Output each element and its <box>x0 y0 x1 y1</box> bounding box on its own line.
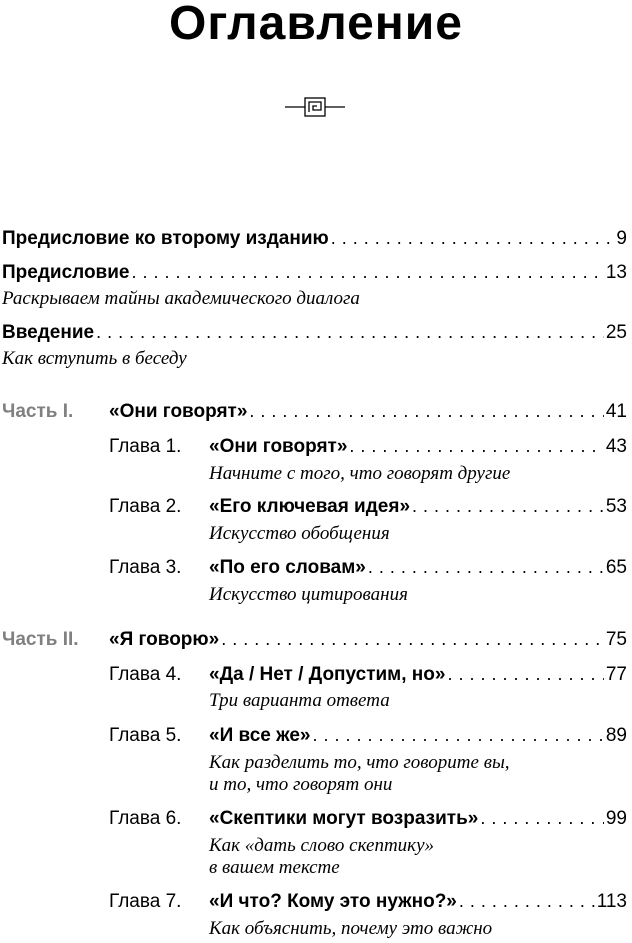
entry-page-number: 99 <box>605 808 627 829</box>
toc-entry-part-1[interactable] <box>109 401 627 423</box>
entry-page-number: 9 <box>616 228 627 249</box>
entry-title: Предисловие <box>2 262 130 283</box>
entry-subtitle: Искусство обобщения <box>209 523 390 544</box>
dot-leader <box>412 496 604 517</box>
entry-title: «По его словам» <box>209 557 366 578</box>
entry-title: Введение <box>2 322 95 343</box>
entry-subtitle-line-1: Как разделить то, что говорите вы, <box>209 752 510 773</box>
dot-leader <box>349 436 603 457</box>
dot-leader <box>312 725 603 746</box>
dot-leader <box>447 664 603 685</box>
dot-leader <box>480 808 604 829</box>
entry-page-number: 89 <box>605 725 627 746</box>
toc-entry-part-2[interactable] <box>109 629 627 651</box>
dot-leader <box>132 262 604 283</box>
entry-title: «Его ключевая идея» <box>209 496 411 517</box>
toc-entry-preface-second-edition[interactable] <box>2 228 627 250</box>
part-label: Часть II. <box>2 629 79 650</box>
dot-leader <box>459 891 595 912</box>
entry-page-number: 43 <box>605 436 627 457</box>
page-title: Оглавление <box>169 0 463 50</box>
entry-title: Предисловие ко второму изданию <box>2 228 329 249</box>
chapter-label: Глава 5. <box>109 725 182 746</box>
toc-entry-chapter-6[interactable] <box>209 808 627 830</box>
toc-entry-preface[interactable] <box>2 262 627 284</box>
toc-entry-chapter-3[interactable] <box>209 557 627 579</box>
entry-title: «И что? Кому это нужно?» <box>209 891 457 912</box>
chapter-label: Глава 6. <box>109 808 182 829</box>
entry-subtitle-line-2: в вашем тексте <box>209 857 340 878</box>
chapter-label: Глава 4. <box>109 664 182 685</box>
entry-subtitle: Раскрываем тайны академического диалога <box>2 288 360 309</box>
dot-leader <box>96 322 604 343</box>
entry-subtitle: Как вступить в беседу <box>2 348 187 369</box>
entry-title: «Скептики могут возразить» <box>209 808 479 829</box>
toc-entry-chapter-5[interactable] <box>209 725 627 747</box>
dot-leader <box>221 629 604 650</box>
toc-entry-chapter-7[interactable] <box>209 891 627 913</box>
part-label: Часть I. <box>2 401 74 422</box>
chapter-label: Глава 1. <box>109 436 182 457</box>
dot-leader <box>249 401 603 422</box>
entry-title: «Да / Нет / Допустим, но» <box>209 664 446 685</box>
entry-subtitle-line-2: и то, что говорят они <box>209 774 393 795</box>
toc-entry-introduction[interactable] <box>2 322 627 344</box>
entry-page-number: 65 <box>605 557 627 578</box>
entry-page-number: 13 <box>605 262 627 283</box>
entry-title: «Я говорю» <box>109 629 220 650</box>
dot-leader <box>368 557 604 578</box>
greek-key-ornament-icon <box>285 96 345 118</box>
toc-entry-chapter-4[interactable] <box>209 664 627 686</box>
entry-title: «И все же» <box>209 725 311 746</box>
entry-page-number: 77 <box>605 664 627 685</box>
chapter-label: Глава 2. <box>109 496 182 517</box>
entry-page-number: 113 <box>596 891 627 912</box>
entry-subtitle-line-1: Как «дать слово скептику» <box>209 835 435 856</box>
entry-title: «Они говорят» <box>109 401 248 422</box>
entry-subtitle: Начните с того, что говорят другие <box>209 463 511 484</box>
chapter-label: Глава 3. <box>109 557 182 578</box>
entry-subtitle: Искусство цитирования <box>209 584 408 605</box>
toc-entry-chapter-2[interactable] <box>209 496 627 518</box>
dot-leader <box>331 228 615 249</box>
entry-subtitle: Три варианта ответа <box>209 690 390 711</box>
entry-title: «Они говорят» <box>209 436 348 457</box>
entry-page-number: 41 <box>605 401 627 422</box>
entry-subtitle: Как объяснить, почему это важно <box>209 918 493 939</box>
entry-page-number: 25 <box>605 322 627 343</box>
entry-page-number: 53 <box>605 496 627 517</box>
toc-entry-chapter-1[interactable] <box>209 436 627 458</box>
entry-page-number: 75 <box>605 629 627 650</box>
chapter-label: Глава 7. <box>109 891 182 912</box>
